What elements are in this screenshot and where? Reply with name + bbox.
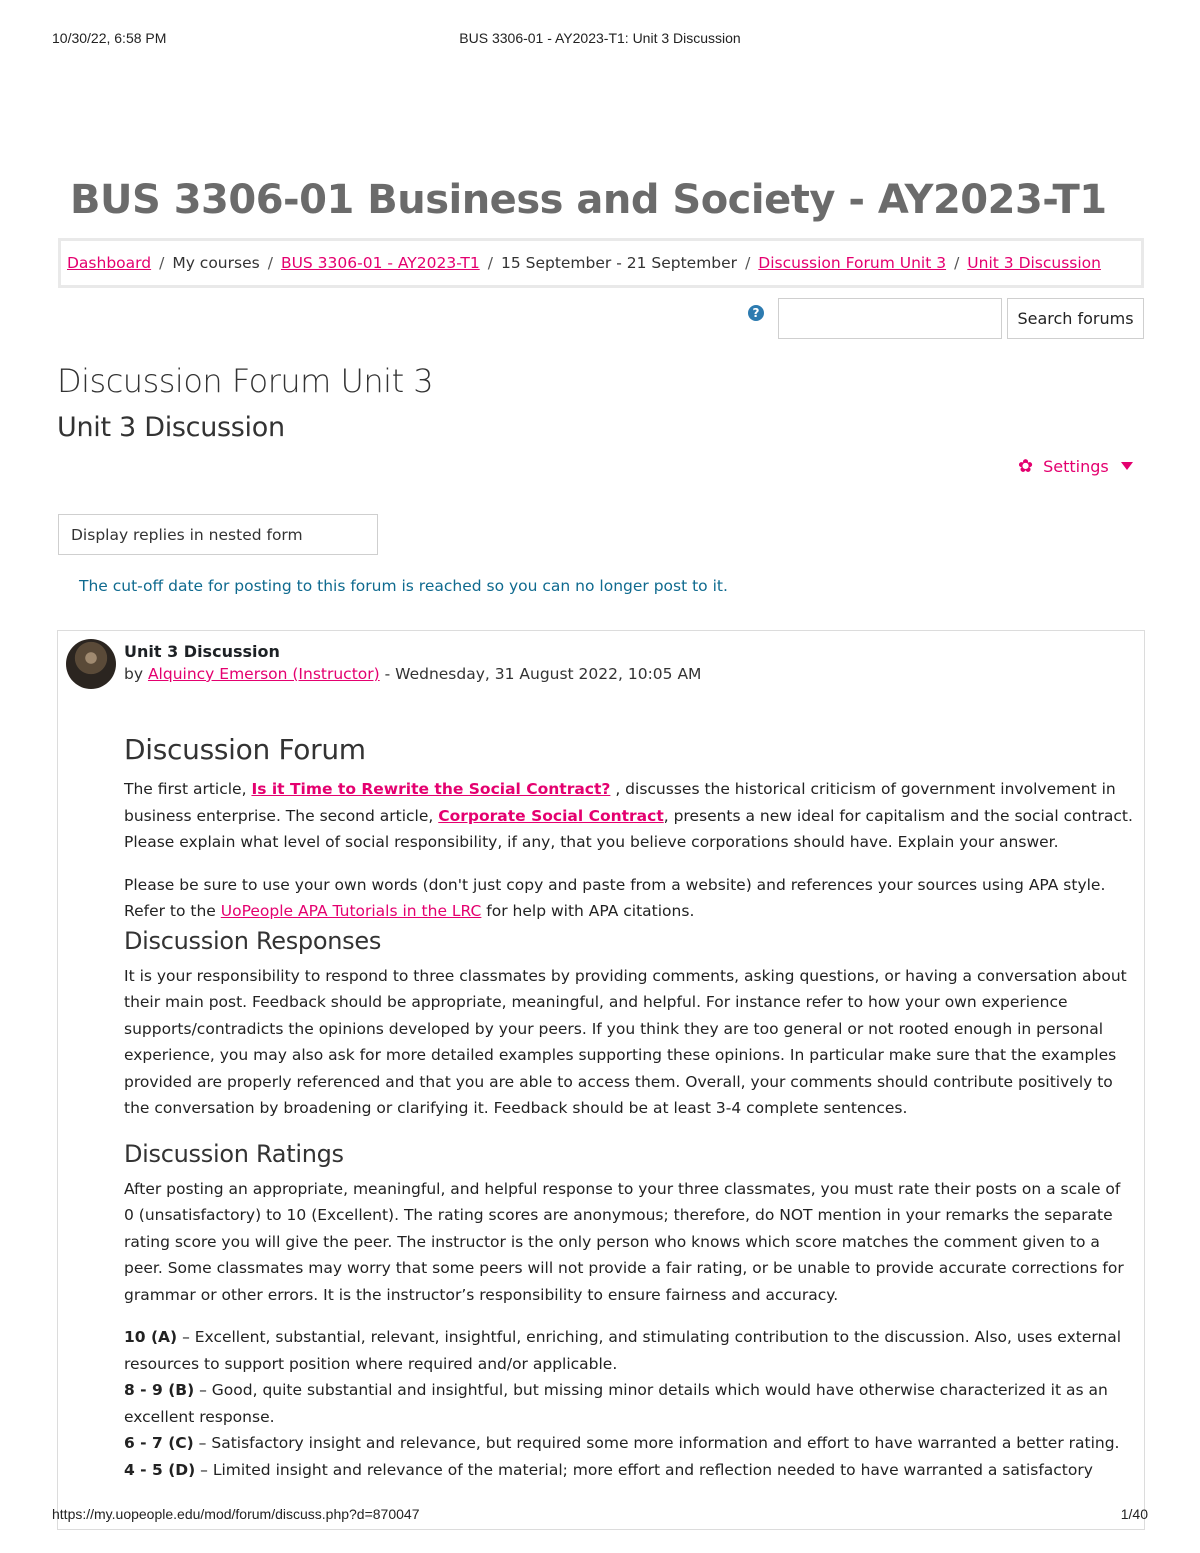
print-url: https://my.uopeople.edu/mod/forum/discuss.php?d=870047 <box>52 1506 420 1522</box>
print-header <box>52 30 1148 50</box>
grade-text: – Excellent, substantial, relevant, insightful, enriching, and stimulating contribution to the discussion. Also, uses external resources to support position where required and/or applicable. <box>124 1328 1122 1373</box>
grade-text: – Good, quite substantial and insightful, but missing minor details which would have otherwise characterized it as an excellent response. <box>124 1381 1108 1426</box>
text: Please be sure to use your own words (don't just copy and paste from a website) and references your sources using APA style. Refer to the <box>124 875 1106 920</box>
article-link-corporate-social-contract[interactable]: Corporate Social Contract <box>438 806 664 825</box>
breadcrumb <box>58 238 1144 288</box>
paragraph-ratings: After posting an appropriate, meaningful, and helpful response to your three classmates, you must rate their posts on a scale of 0 (unsatisfactory) to 10 (Excellent). The rating scores are anonymous; therefore, do NOT mention in your remarks the separate rating score you will give the peer. The instructor is the only person who knows which score matches the comment given to a peer. Some classmates may worry that some peers will not provide a fair rating, or be unable to provide accurate corrections for grammar or other errors. It is the instructor’s responsibility to ensure fairness and accuracy. <box>124 1179 1124 1304</box>
breadcrumb-dashboard[interactable]: Dashboard <box>67 254 152 272</box>
print-page-number: 1/40 <box>1120 1506 1148 1522</box>
grade-label: 4 - 5 (D) <box>124 1460 196 1479</box>
breadcrumb-separator: / <box>487 254 493 272</box>
cutoff-notice: The cut-off date for posting to this forum is reached so you can no longer post to it. <box>79 577 728 595</box>
print-footer <box>52 1506 1148 1526</box>
gear-icon: ✿ <box>1018 455 1034 477</box>
breadcrumb-separator: / <box>954 254 960 272</box>
article-link-social-contract[interactable]: Is it Time to Rewrite the Social Contract? <box>251 780 611 798</box>
settings-menu[interactable] <box>1018 455 1133 477</box>
discussion-title: Unit 3 Discussion <box>57 412 285 443</box>
print-date: 10/30/22, 6:58 PM <box>52 30 167 46</box>
grade-item <box>124 1324 1134 1377</box>
course-title: BUS 3306-01 Business and Society - AY2023-T1 <box>70 177 1107 223</box>
paragraph-responses: It is your responsibility to respond to three classmates by providing comments, asking questions, or having a conversation about their main post. Feedback should be appropriate, meaningful, and helpful. For instance refer to how your own experience supports/contradicts the opinions developed by your peers. If you think they are too general or not rooted enough in personal experience, you may also ask for more detailed examples supporting these opinions. In particular make sure that the examples provided are properly referenced and that you are able to access them. Overall, your comments should contribute positively to the conversation by broadening or clarifying it. Feedback should be at least 3-4 complete sentences. <box>124 966 1127 1117</box>
grade-label: 8 - 9 (B) <box>124 1381 195 1399</box>
grade-item <box>124 1430 1134 1457</box>
breadcrumb-discussion[interactable]: Unit 3 Discussion <box>967 254 1101 272</box>
post-body <box>124 730 1134 1483</box>
search-forums-button[interactable]: Search forums <box>1007 298 1144 339</box>
breadcrumb-separator: / <box>267 254 273 272</box>
post-meta <box>124 665 701 683</box>
grade-item <box>124 1377 1134 1430</box>
avatar[interactable] <box>66 639 116 689</box>
display-mode-select[interactable]: Display replies in nested form <box>58 514 378 555</box>
breadcrumb-my-courses: My courses <box>172 254 260 272</box>
post-author-link[interactable]: Alquincy Emerson (Instructor) <box>147 665 380 683</box>
text: for help with APA citations. <box>481 902 695 920</box>
heading-discussion-responses: Discussion Responses <box>124 926 382 955</box>
post-date: - Wednesday, 31 August 2022, 10:05 AM <box>384 665 702 683</box>
breadcrumb-course[interactable]: BUS 3306-01 - AY2023-T1 <box>280 254 480 272</box>
apa-tutorials-link[interactable]: UoPeople APA Tutorials in the LRC <box>220 902 482 920</box>
breadcrumb-separator: / <box>159 254 165 272</box>
help-icon[interactable]: ? <box>748 305 764 321</box>
search-input[interactable] <box>778 298 1002 339</box>
caret-down-icon <box>1121 462 1133 470</box>
grade-label: 10 (A) <box>124 1328 178 1346</box>
text: The first article, <box>124 780 252 798</box>
breadcrumb-separator: / <box>745 254 751 272</box>
grade-text: – Limited insight and relevance of the material; more effort and reflection needed to have warranted a satisfactory <box>195 1460 1093 1479</box>
grade-text: – Satisfactory insight and relevance, but required some more information and effort to have warranted a better rating. <box>193 1434 1120 1452</box>
post-by: by <box>124 665 144 683</box>
text: , discusses the historical criticism of government involvement in business enterprise. The second article, <box>124 780 1116 825</box>
paragraph-articles <box>124 776 1134 856</box>
grade-item <box>124 1457 1134 1484</box>
forum-title: Discussion Forum Unit 3 <box>57 362 434 400</box>
settings-label: Settings <box>1043 456 1109 476</box>
paragraph-apa <box>124 872 1134 925</box>
breadcrumb-week: 15 September - 21 September <box>500 254 738 272</box>
text: , presents a new ideal for capitalism and the social contract. Please explain what level of social responsibility, if any, that you believe corporations should have. Explain your answer. <box>124 806 1133 851</box>
post-subject: Unit 3 Discussion <box>124 642 280 661</box>
print-title: BUS 3306-01 - AY2023-T1: Unit 3 Discussion <box>459 30 741 46</box>
grade-label: 6 - 7 (C) <box>124 1434 194 1452</box>
heading-discussion-forum: Discussion Forum <box>124 733 366 766</box>
heading-discussion-ratings: Discussion Ratings <box>124 1139 344 1168</box>
breadcrumb-forum[interactable]: Discussion Forum Unit 3 <box>758 254 947 272</box>
